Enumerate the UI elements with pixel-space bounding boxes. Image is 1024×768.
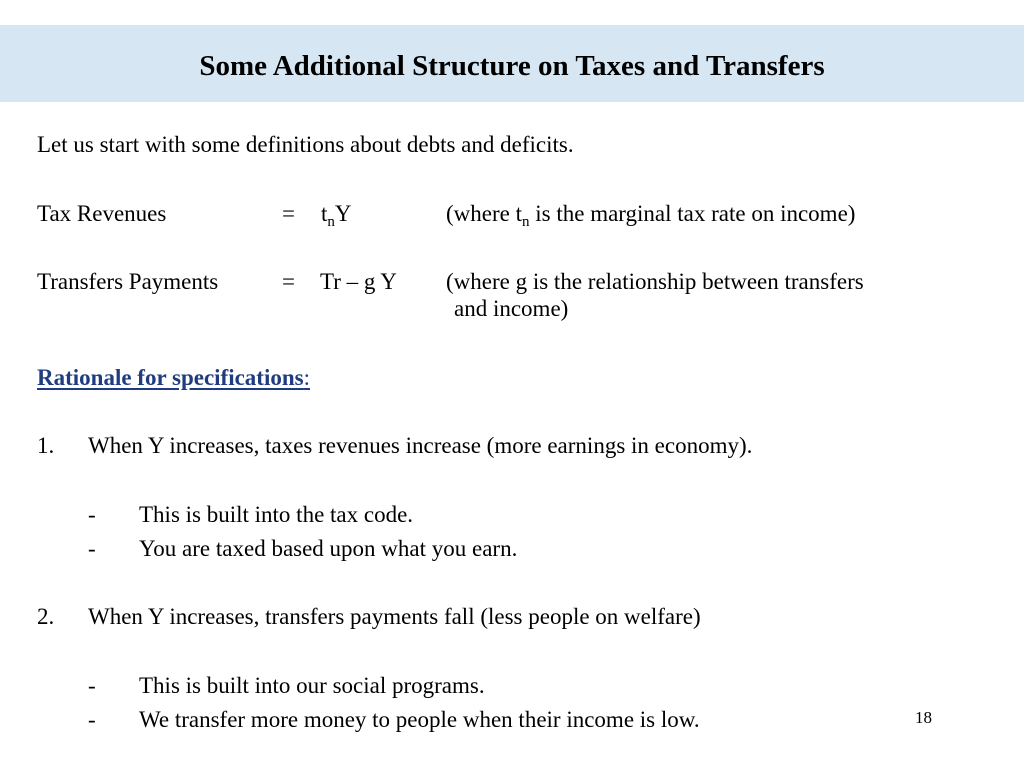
tax-note-subscript: n — [522, 214, 530, 230]
point-2-number: 2. — [37, 604, 55, 629]
point-2-bullet-1-dash: - — [88, 673, 96, 698]
tax-revenues-note — [446, 200, 855, 231]
transfer-payments-formula: Tr – g Y — [320, 269, 397, 294]
intro-text: Let us start with some definitions about debts and deficits. — [37, 132, 574, 157]
tax-formula-base: t — [321, 201, 328, 226]
rationale-colon: : — [303, 365, 310, 390]
point-1-number: 1. — [37, 433, 55, 458]
tax-note-prefix: (where t — [446, 201, 522, 226]
point-1-bullet-1-text: This is built into the tax code. — [139, 502, 414, 527]
tax-revenues-label: Tax Revenues — [37, 201, 167, 226]
rationale-heading-text: Rationale for specifications — [37, 365, 304, 390]
slide-title: Some Additional Structure on Taxes and Transfers — [199, 50, 825, 82]
rationale-heading — [37, 364, 310, 391]
tax-formula-rest: Y — [334, 201, 352, 226]
tax-revenues-formula — [321, 200, 352, 231]
transfer-payments-label: Transfers Payments — [37, 269, 219, 294]
tax-revenues-equals: = — [282, 201, 295, 226]
point-1-bullet-1-dash: - — [88, 502, 96, 527]
point-2-text: When Y increases, transfers payments fall (less people on welfare) — [88, 604, 701, 629]
point-1-bullet-2-dash: - — [88, 536, 96, 561]
transfer-payments-note-line1: (where g is the relationship between transfers — [446, 269, 864, 294]
page-number: 18 — [915, 708, 932, 727]
point-2-bullet-2-dash: - — [88, 707, 96, 732]
tax-note-rest: is the marginal tax rate on income) — [529, 201, 856, 226]
point-2-bullet-2-text: We transfer more money to people when their income is low. — [139, 707, 700, 732]
transfer-payments-equals: = — [282, 269, 295, 294]
tax-formula-subscript: n — [327, 214, 335, 230]
point-1-bullet-2-text: You are taxed based upon what you earn. — [139, 536, 518, 561]
transfer-payments-note-line2: and income) — [454, 296, 569, 321]
point-2-bullet-1-text: This is built into our social programs. — [139, 673, 485, 698]
point-1-text: When Y increases, taxes revenues increase (more earnings in economy). — [88, 433, 753, 458]
